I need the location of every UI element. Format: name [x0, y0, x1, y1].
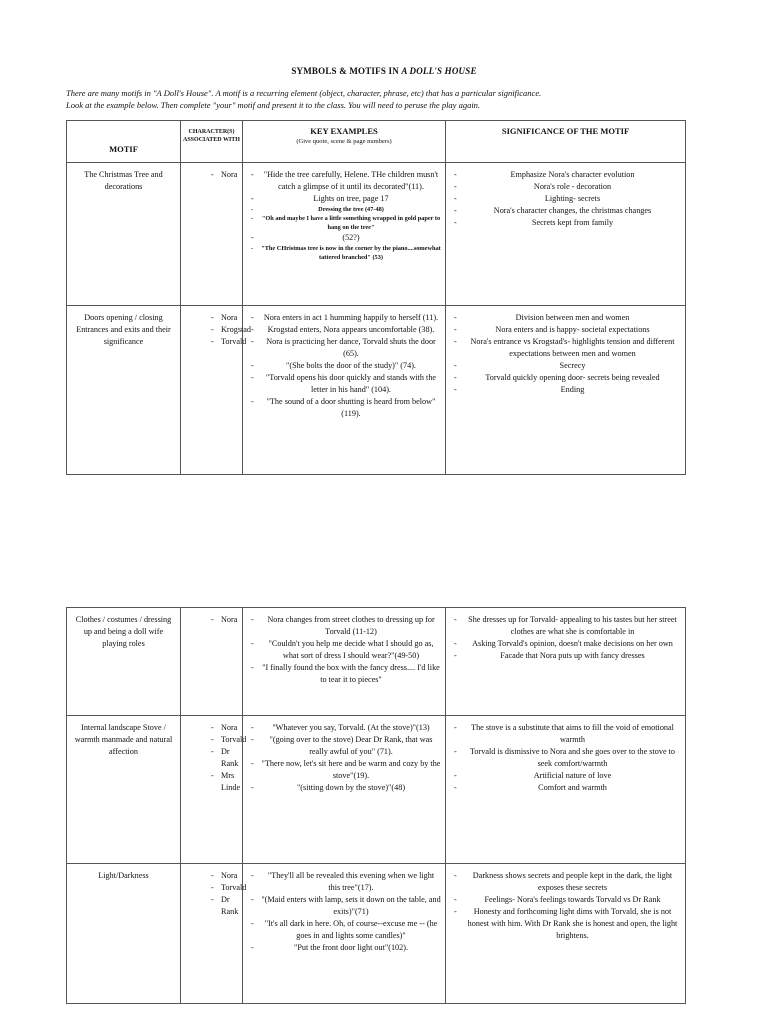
list-item: - Torvald: [185, 734, 238, 746]
header-key-examples: [243, 121, 446, 163]
examples-cell: [243, 163, 446, 306]
list-item: - Torvald: [185, 336, 238, 348]
list-item: - Feelings- Nora's feelings towards Torvald vs Dr Rank: [450, 894, 681, 906]
list-item: - "(sitting down by the stove)"(48): [247, 782, 441, 794]
list-item: - "There now, let's sit here and be warm and cozy by the stove"(19).: [247, 758, 441, 782]
list-item: - Nora: [185, 169, 238, 181]
table-row: [67, 163, 686, 306]
characters-cell: [181, 163, 243, 306]
examples-list: [243, 608, 445, 686]
table-header-row: [67, 121, 686, 163]
list-item: - Emphasize Nora's character evolution: [450, 169, 681, 181]
title-prefix: SYMBOLS & MOTIFS IN: [291, 66, 402, 76]
characters-cell: [181, 716, 247, 864]
list-item: - Nora enters in act 1 humming happily to herself (11).: [247, 312, 441, 324]
examples-cell: [243, 608, 446, 716]
examples-list: [243, 306, 445, 420]
list-item: - Honesty and forthcoming light dims with Torvald, she is not honest with him. With Dr Rank she is honest and open, the light brightens.: [450, 906, 681, 942]
list-item: - "They'll all be revealed this evening when we light this tree"(17).: [247, 870, 441, 894]
list-item: - "The CHristmas tree is now in the corner by the piano....somewhat tattered branched" (53): [247, 244, 441, 262]
motif-table-part-2: [66, 607, 686, 1004]
significance-list: [446, 306, 685, 396]
examples-cell: [243, 306, 446, 475]
significance-list: [446, 716, 685, 794]
list-item: - "Hide the tree carefully, Helene. THe children musn't catch a glimpse of it until its decorated"(11).: [247, 169, 441, 193]
significance-cell: [446, 306, 686, 475]
list-item: - Comfort and warmth: [450, 782, 681, 794]
list-item: - Nora: [185, 870, 238, 882]
list-item: - Nora's entrance vs Krogstad's- highlights tension and different expectations between men and women: [450, 336, 681, 360]
intro-line-2: Look at the example below. Then complete "your" motif and present it to the class. You will need to peruse the play again.: [66, 99, 481, 110]
characters-list: [181, 864, 247, 918]
list-item: - (52?): [247, 232, 441, 244]
table-row: [67, 608, 686, 716]
page-title: [0, 66, 768, 76]
list-item: - "It's all dark in here. Oh, of course--excuse me -- (he goes in and lights some candles)": [247, 918, 441, 942]
list-item: - "Whatever you say, Torvald. (At the stove)"(13): [247, 722, 441, 734]
table-row: [67, 864, 686, 1004]
list-item: - Lights on tree, page 17: [247, 193, 441, 205]
title-play-name: A DOLL'S HOUSE: [401, 66, 477, 76]
header-key-examples-label: KEY EXAMPLES: [310, 126, 378, 136]
list-item: - Mrs Linde: [185, 770, 238, 794]
list-item: - "Couldn't you help me decide what I should go as, what sort of dress I should wear?"(49-50): [247, 638, 441, 662]
motif-table-part-1: [66, 120, 686, 475]
list-item: - Krogstad enters, Nora appears uncomfortable (38).: [247, 324, 441, 336]
significance-cell: [446, 716, 686, 864]
list-item: - Dressing the tree (47-48): [247, 205, 441, 214]
examples-list: [243, 864, 445, 954]
list-item: - Dr Rank: [185, 746, 238, 770]
header-significance: SIGNIFICANCE OF THE MOTIF: [446, 121, 686, 163]
significance-cell: [446, 864, 686, 1004]
list-item: - Secrecy: [450, 360, 681, 372]
motif-cell: Internal landscape Stove / warmth manmade and natural affection: [67, 716, 181, 864]
examples-cell: [243, 864, 446, 1004]
motif-cell: Clothes / costumes / dressing up and being a doll wife playing roles: [67, 608, 181, 716]
list-item: - Nora is practicing her dance, Torvald shuts the door (65).: [247, 336, 441, 360]
list-item: - "(She bolts the door of the study)" (74).: [247, 360, 441, 372]
motif-cell: Light/Darkness: [67, 864, 181, 1004]
characters-cell: [181, 864, 247, 1004]
list-item: - Nora changes from street clothes to dressing up for Torvald (11-12): [247, 614, 441, 638]
list-item: - Nora's role - decoration: [450, 181, 681, 193]
list-item: - "(Maid enters with lamp, sets it down on the table, and exits)"(71): [247, 894, 441, 918]
list-item: - Secrets kept from family: [450, 217, 681, 229]
list-item: - Facade that Nora puts up with fancy dresses: [450, 650, 681, 662]
list-item: - Nora enters and is happy- societal expectations: [450, 324, 681, 336]
characters-list: [181, 716, 247, 794]
header-motif: MOTIF: [67, 121, 181, 163]
list-item: - Dr Rank: [185, 894, 238, 918]
motif-cell: The Christmas Tree and decorations: [67, 163, 181, 306]
list-item: - The stove is a substitute that aims to fill the void of emotional warmth: [450, 722, 681, 746]
characters-list: [181, 608, 242, 626]
examples-cell: [243, 716, 446, 864]
list-item: - "Oh and maybe I have a little something wrapped in gold paper to hang on the tree": [247, 214, 441, 232]
list-item: - Krogstad: [185, 324, 238, 336]
list-item: - "I finally found the box with the fancy dress.... I'd like to tear it to pieces": [247, 662, 441, 686]
intro-line-1: There are many motifs in "A Doll's House". A motif is a recurring element (object, character, phrase, etc) that has a particular significance.: [66, 88, 542, 98]
characters-list: [181, 163, 242, 181]
examples-list: [243, 163, 445, 262]
characters-cell: [181, 306, 252, 475]
list-item: - "The sound of a door shutting is heard from below"(119).: [247, 396, 441, 420]
intro-text: [66, 88, 706, 111]
list-item: - "(going over to the stove) Dear Dr Rank, that was really awful of you" (71).: [247, 734, 441, 758]
list-item: - Nora: [185, 722, 238, 734]
list-item: - Torvald: [185, 882, 238, 894]
list-item: - Nora: [185, 614, 238, 626]
list-item: - "Put the front door light out"(102).: [247, 942, 441, 954]
list-item: - She dresses up for Torvald- appealing to his tastes but her street clothes are what she is comfortable in: [450, 614, 681, 638]
list-item: - Ending: [450, 384, 681, 396]
list-item: - Torvald is dismissive to Nora and she goes over to the stove to seek comfort/warmth: [450, 746, 681, 770]
list-item: - Nora's character changes, the christmas changes: [450, 205, 681, 217]
table-row: [67, 306, 686, 475]
header-key-examples-sub: (Give quote, scene & page numbers): [296, 138, 392, 145]
significance-cell: [446, 608, 686, 716]
header-characters: CHARACTER(S) ASSOCIATED WITH: [181, 121, 243, 163]
characters-list: [181, 306, 252, 348]
list-item: - Torvald quickly opening door- secrets being revealed: [450, 372, 681, 384]
list-item: - Nora: [185, 312, 238, 324]
significance-list: [446, 608, 685, 662]
motif-cell: Doors opening / closing Entrances and exits and their significance: [67, 306, 181, 475]
significance-cell: [446, 163, 686, 306]
examples-list: [243, 716, 445, 794]
list-item: - Darkness shows secrets and people kept in the dark, the light exposes these secrets: [450, 870, 681, 894]
characters-cell: [181, 608, 243, 716]
list-item: - Asking Torvald's opinion, doesn't make decisions on her own: [450, 638, 681, 650]
significance-list: [446, 163, 685, 229]
list-item: - Artificial nature of love: [450, 770, 681, 782]
table-row: [67, 716, 686, 864]
list-item: - "Torvald opens his door quickly and stands with the letter in his hand" (104).: [247, 372, 441, 396]
significance-list: [446, 864, 685, 942]
list-item: - Lighting- secrets: [450, 193, 681, 205]
list-item: - Division between men and women: [450, 312, 681, 324]
